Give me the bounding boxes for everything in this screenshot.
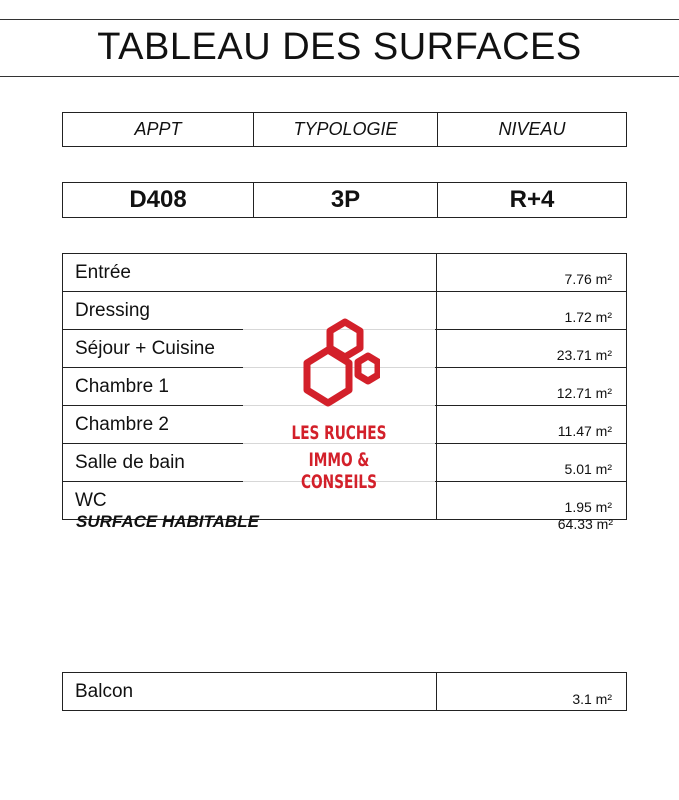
balcon-table — [62, 672, 627, 711]
ident-row — [63, 183, 627, 218]
balcon-surface: 3.1 m² — [437, 673, 627, 711]
page-title: TABLEAU DES SURFACES — [97, 26, 582, 68]
ident-table — [62, 182, 627, 218]
niveau-value: R+4 — [438, 183, 627, 218]
room-surface: 5.01 m² — [437, 444, 627, 482]
appt-value: D408 — [63, 183, 254, 218]
agency-logo — [243, 318, 435, 493]
room-surface: 1.72 m² — [437, 292, 627, 330]
room-label: Chambre 1 — [63, 368, 437, 406]
table-row — [63, 254, 627, 292]
room-surface: 1.95 m² — [437, 482, 627, 520]
room-label: Salle de bain — [63, 444, 437, 482]
balcon-label: Balcon — [63, 673, 437, 711]
total-value: 64.33 m² — [557, 516, 613, 532]
typologie-value: 3P — [254, 183, 438, 218]
logo-text-line1: LES RUCHES — [291, 422, 387, 444]
header-table — [62, 112, 627, 147]
total-label: SURFACE HABITABLE — [76, 512, 259, 531]
room-surface: 12.71 m² — [437, 368, 627, 406]
header-appt: APPT — [63, 113, 254, 147]
room-label: WC — [63, 482, 437, 520]
room-surface: 23.71 m² — [437, 330, 627, 368]
header-typologie: TYPOLOGIE — [254, 113, 438, 147]
header-row — [63, 113, 627, 147]
header-niveau: NIVEAU — [438, 113, 627, 147]
top-rule — [0, 19, 679, 20]
room-label: Chambre 2 — [63, 406, 437, 444]
room-surface: 7.76 m² — [437, 254, 627, 292]
room-label: Entrée — [63, 254, 437, 292]
room-label: Dressing — [63, 292, 437, 330]
honeycomb-icon — [298, 318, 380, 414]
table-row — [63, 673, 627, 711]
room-label: Séjour + Cuisine — [63, 330, 437, 368]
room-surface: 11.47 m² — [437, 406, 627, 444]
title-underline — [0, 76, 679, 77]
logo-text-line2: IMMO & CONSEILS — [301, 449, 377, 493]
